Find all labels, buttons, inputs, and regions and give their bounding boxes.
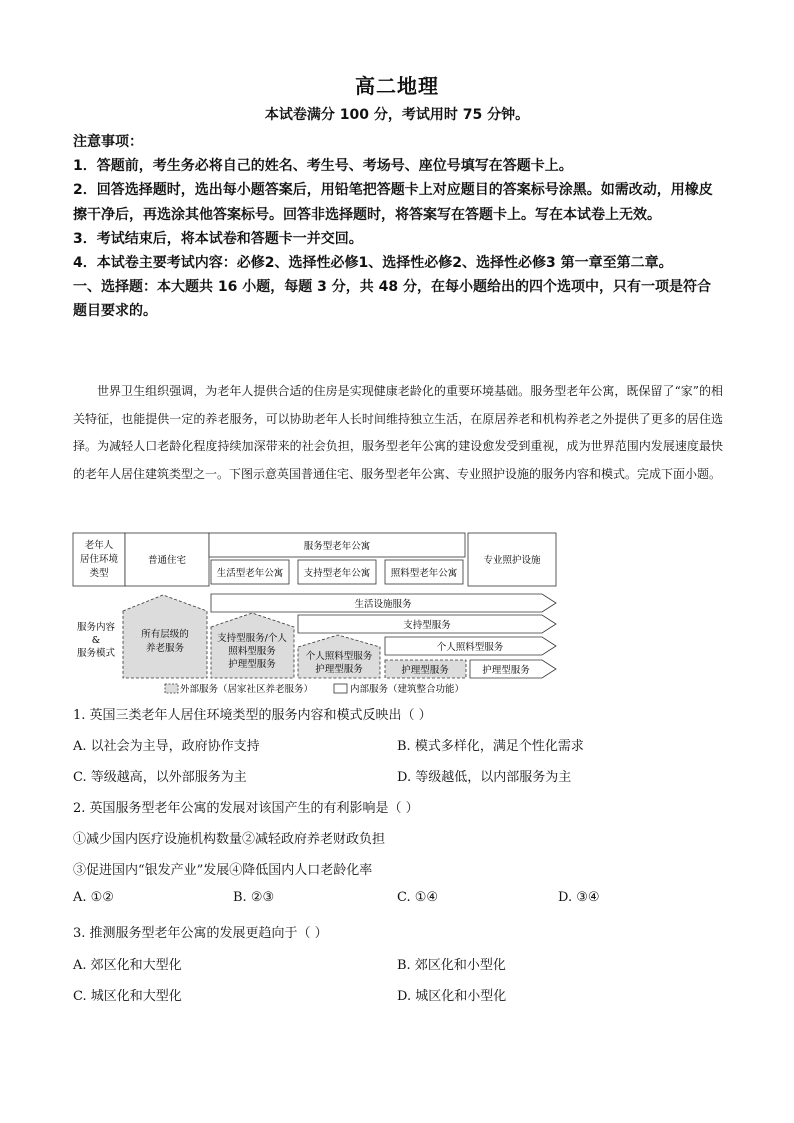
question-2-option-c[interactable]: C. ①④ bbox=[397, 890, 439, 905]
notice-heading: 注意事项： bbox=[73, 134, 143, 150]
reading-passage: 世界卫生组织强调，为老年人提供合适的住房是实现健康老龄化的重要环境基础。服务型老年公寓，既保留了“家”的相关特征，也能提供一定的养老服务，可以协助老年人长时间维持独立生活，在原居养老和机构养老之外提供了更多的居住选择。为减轻人口老龄化程度持续加深带来的社会负担，服务型老年公寓的建设愈发受到重视，成为世界范围内发展速度最快的老年人居住建筑类型之一。下图示意英国普通住宅、服务型老年公寓、专业照护设施的服务内容和模式。完成下面小题。 bbox=[73, 384, 723, 481]
personal-care-service-label: 个人照料型服务 bbox=[436, 642, 504, 653]
question-2-option-d[interactable]: D. ③④ bbox=[558, 890, 600, 905]
question-2-statements: ③促进国内“银发产业”发展④降低国内人口老龄化率 bbox=[73, 863, 373, 878]
mode-label-line: 服务模式 bbox=[76, 648, 116, 659]
question-1-option-a[interactable]: A. 以社会为主导，政府协作支持 bbox=[73, 739, 260, 754]
exam-subtitle: 本试卷满分 100 分，考试用时 75 分钟。 bbox=[264, 107, 530, 123]
question-2-option-a[interactable]: A. ①② bbox=[73, 890, 114, 905]
question-3-option-a[interactable]: A. 郊区化和大型化 bbox=[73, 958, 182, 973]
support-mix-service-label: 照料型服务 bbox=[228, 646, 276, 657]
notice-item: 2．回答选择题时，选出每小题答案后，用铅笔把答题卡上对应题目的答案标号涂黑。如需改动，用橡皮擦干净后，再选涂其他答案标号。回答非选择题时，将答案写在答题卡上。写在本试卷上无效。 bbox=[73, 182, 713, 223]
legend-external-swatch bbox=[165, 684, 178, 693]
legend-internal-swatch bbox=[334, 684, 347, 693]
support-mix-service-label: 支持型服务/个人 bbox=[217, 633, 287, 644]
professional-care-label: 专业照护设施 bbox=[483, 555, 541, 566]
service-diagram bbox=[72, 531, 558, 697]
question-2-stem: 2. 英国服务型老年公寓的发展对该国产生的有利影响是（ ） bbox=[73, 801, 419, 816]
row-label-line: 居住环境 bbox=[79, 554, 119, 565]
mode-label-line: & bbox=[91, 635, 101, 646]
support-mix-service-label: 护理型服务 bbox=[228, 659, 276, 670]
care-type-label: 照料型老年公寓 bbox=[390, 568, 458, 579]
row-label-line: 类型 bbox=[89, 568, 109, 579]
service-apartment-label: 服务型老年公寓 bbox=[303, 541, 371, 552]
question-3-stem: 3. 推测服务型老年公寓的发展更趋向于（ ） bbox=[73, 926, 328, 941]
question-3-option-d[interactable]: D. 城区化和小型化 bbox=[397, 989, 507, 1004]
question-1-stem: 1. 英国三类老年人居住环境类型的服务内容和模式反映出（ ） bbox=[73, 708, 432, 723]
notice-item: 3．考试结束后，将本试卷和答题卡一并交回。 bbox=[73, 230, 363, 247]
legend-external-label: 外部服务（居家社区养老服务） bbox=[180, 684, 314, 695]
question-2-option-b[interactable]: B. ②③ bbox=[233, 890, 275, 905]
support-type-label: 支持型老年公寓 bbox=[303, 568, 371, 579]
notice-item: 1．答题前，考生务必将自己的姓名、考生号、考场号、座位号填写在答题卡上。 bbox=[73, 158, 573, 175]
mode-label-line: 服务内容 bbox=[76, 622, 116, 633]
question-1-option-c[interactable]: C. 等级越高，以外部服务为主 bbox=[73, 770, 247, 785]
nursing-service-external-label: 护理型服务 bbox=[401, 665, 449, 676]
question-3-option-b[interactable]: B. 郊区化和小型化 bbox=[397, 958, 506, 973]
personal-nursing-service-label: 个人照料型服务 bbox=[305, 651, 373, 662]
all-level-service-label: 养老服务 bbox=[145, 643, 185, 654]
question-2-statements: ①减少国内医疗设施机构数量②减轻政府养老财政负担 bbox=[73, 832, 386, 847]
notice-item: 4．本试卷主要考试内容：必修2、选择性必修1、选择性必修2、选择性必修3 第一章至第二章。 bbox=[73, 255, 673, 272]
ordinary-housing-label: 普通住宅 bbox=[147, 555, 187, 566]
question-1-option-d[interactable]: D. 等级越低，以内部服务为主 bbox=[397, 770, 572, 785]
personal-nursing-service-label: 护理型服务 bbox=[315, 664, 363, 675]
legend-internal-label: 内部服务（建筑整合功能） bbox=[350, 684, 465, 695]
notice-section bbox=[73, 130, 723, 324]
all-level-service-label: 所有层级的 bbox=[141, 629, 189, 640]
question-1-option-b[interactable]: B. 模式多样化，满足个性化需求 bbox=[397, 739, 584, 754]
exam-title: 高二地理 bbox=[355, 74, 439, 98]
section-heading: 一、选择题：本大题共 16 小题，每题 3 分，共 48 分，在每小题给出的四个选项中，只有一项是符合题目要求的。 bbox=[73, 279, 711, 320]
support-service-label: 支持型服务 bbox=[403, 620, 451, 631]
question-3-option-c[interactable]: C. 城区化和大型化 bbox=[73, 989, 182, 1004]
nursing-service-internal-label: 护理型服务 bbox=[482, 665, 530, 676]
row-label-line: 老年人 bbox=[84, 540, 114, 551]
life-type-label: 生活型老年公寓 bbox=[216, 568, 284, 579]
life-facility-service-label: 生活设施服务 bbox=[354, 599, 412, 610]
